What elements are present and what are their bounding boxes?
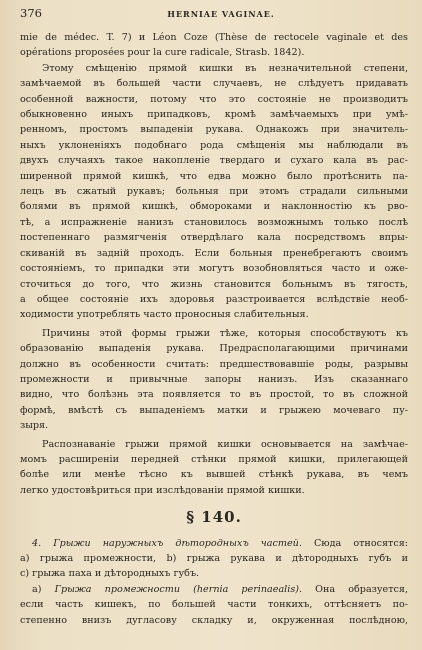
subheading: Грыжа промежности (hernia perinaealis). — [54, 583, 303, 595]
text-line: формѣ, вмѣстѣ съ выпаденіемъ матки и грыжею мочеваго пу- — [20, 404, 408, 416]
text-line: видно, что болѣзнь эта появляется то въ простой, то въ сложной — [20, 389, 408, 401]
text-line: если часть кишекъ, по большей части тонкихъ, оттѣсняетъ по- — [20, 599, 408, 611]
paragraph-diagnosis — [20, 437, 408, 499]
text-line: ширенной прямой кишкѣ, что едва можно было протѣснить па- — [20, 170, 408, 182]
page-number: 376 — [20, 6, 42, 20]
text-line: обыкновенно иныхъ припадковъ, кромѣ замѣчаемыхъ при умѣ- — [20, 109, 408, 121]
text-line: скиваній въ задній проходъ. Если больныя пренебрегаютъ своимъ — [20, 247, 408, 259]
paragraph-citation — [20, 30, 408, 61]
text-line: состояніемъ, то припадки эти могутъ возобновляться часто и оже- — [20, 263, 408, 275]
text-line: образованію выпаденія рукава. Предрасполагающими причинами — [20, 343, 408, 355]
text-line: Причины этой формы грыжи тѣже, которыя способствуютъ къ — [42, 327, 408, 339]
text-line: болями въ прямой кишкѣ, обмороками и наклонностію къ рво- — [20, 201, 408, 213]
text-line: opérations proposées pour la cure radicale, Strasb. 1842). — [20, 47, 305, 59]
running-head: HERNIAE VAGINAE. — [167, 9, 275, 19]
text-line: легко удостовѣриться при изслѣдованіи прямой кишки. — [20, 484, 305, 496]
text-line: а) грыжа промежности, b) грыжа рукава и дѣтородныхъ губъ и — [20, 553, 408, 564]
text-line: mie de médec. T. 7) и Léon Coze (Thèse de rectocele vaginale et des — [20, 32, 408, 43]
text-line: тѣ, а испражненіе нанизъ становилось возможнымъ только послѣ — [20, 216, 408, 228]
text-line: момъ расширеніи передней стѣнки прямой кишки, прилегающей — [20, 453, 408, 465]
section-heading-line — [20, 536, 408, 551]
text-line: с) грыжа паха и дѣтородныхъ губъ. — [20, 568, 200, 580]
text-line: промежности и привычные запоры нанизъ. Изъ сказаннаго — [20, 373, 408, 385]
section-heading: 4. Грыжи наружныхъ дѣтородныхъ частей. — [32, 537, 302, 549]
text-line: лецъ въ сжатый рукавъ; больныя при этомъ страдали сильными — [20, 186, 408, 198]
section-number: § 140. — [186, 508, 242, 527]
text-line: особенной важности, потому что это состояніе не производитъ — [20, 93, 408, 105]
section-external-hernias — [20, 536, 408, 628]
subheading-rest: Она образуется, — [302, 583, 408, 595]
text-line: ренномъ, простомъ выпаденіи рукава. Однакожъ при значитель- — [20, 124, 408, 136]
text-line: зыря. — [20, 420, 49, 432]
text-line: Этому смѣщенію прямой кишки въ незначительной степени, — [42, 62, 408, 74]
paragraph-causes — [20, 326, 408, 434]
text-line: постепеннаго размягченія отвердѣлаго кала посредствомъ впры- — [20, 232, 408, 244]
text-line: должно въ особенности считать: предшествовавшіе роды, разрывы — [20, 358, 408, 370]
text-line: замѣчаемой въ большей части случаевъ, не слѣдуетъ придавать — [20, 78, 408, 90]
page-header — [20, 6, 408, 24]
text-line: сточиться до того, что жизнь становится больнымъ въ тягость, — [20, 278, 408, 290]
paragraph-displacement — [20, 61, 408, 323]
section-heading-rest: Сюда относятся: — [301, 537, 408, 549]
text-line: болѣе или менѣе тѣсно къ вывшей стѣнкѣ рукава, въ чемъ — [20, 469, 408, 481]
page-body — [20, 30, 408, 628]
subheading-label: а) — [32, 583, 55, 595]
subheading-line — [20, 582, 408, 597]
text-line: степенно внизъ дугласову складку и, окруженная послѣдною, — [20, 614, 408, 626]
text-line: ходимости употреблять часто проносныя слабительныя. — [20, 309, 309, 321]
text-line: ныхъ уклоненіяхъ подобнаго рода смѣщенія мы наблюдали въ — [20, 139, 408, 151]
text-line: а общее состояніе ихъ здоровья разстроивается вслѣдствіе необ- — [20, 293, 408, 305]
text-line: Распознаваніе грыжи прямой кишки основывается на замѣчае- — [42, 438, 408, 450]
text-line: двухъ случаяхъ такое накопленіе твердаго и сухаго кала въ рас- — [20, 155, 408, 167]
